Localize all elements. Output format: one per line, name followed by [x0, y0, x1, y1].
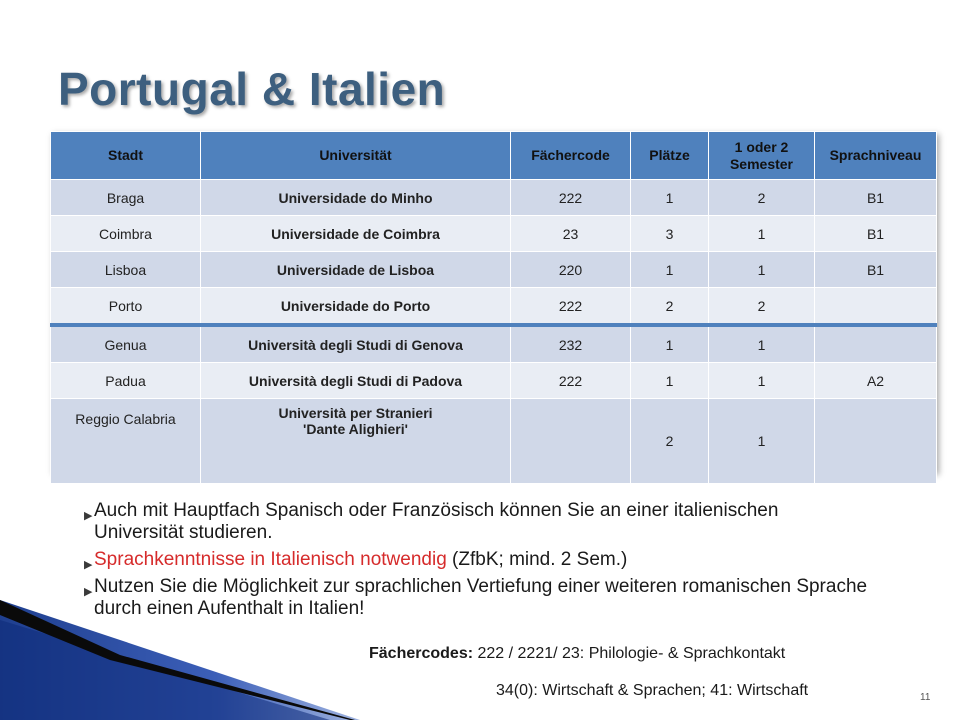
header-faechercode: Fächercode: [511, 132, 631, 180]
slide-title: Portugal & Italien: [58, 63, 446, 115]
table-row: [51, 252, 937, 288]
cell-faechercode: 222: [511, 288, 631, 326]
cell-sprachniveau: [815, 288, 937, 326]
cell-plaetze: 3: [631, 216, 709, 252]
cell-semester: 2: [709, 180, 815, 216]
bullet-item: [84, 549, 868, 571]
cell-stadt: Padua: [51, 363, 201, 399]
cell-semester: 1: [709, 399, 815, 484]
university-table-container: [50, 131, 936, 472]
bullet-item: [84, 576, 868, 620]
cell-sprachniveau: B1: [815, 180, 937, 216]
faechercodes-line-2: 34(0): Wirtschaft & Sprachen; 41: Wirtschaft: [496, 682, 809, 699]
cell-universitaet: [201, 399, 511, 484]
faechercodes-line-1: [369, 645, 785, 663]
cell-universitaet: Università degli Studi di Genova: [201, 325, 511, 363]
cell-sprachniveau: [815, 399, 937, 484]
cell-stadt: Braga: [51, 180, 201, 216]
header-plaetze: Plätze: [631, 132, 709, 180]
arrow-bullet-icon: ▶: [84, 510, 93, 522]
cell-universitaet: Universidade do Porto: [201, 288, 511, 326]
cell-semester: 1: [709, 216, 815, 252]
cell-stadt: Reggio Calabria: [51, 399, 201, 484]
cell-faechercode: 222: [511, 180, 631, 216]
cell-semester: 1: [709, 252, 815, 288]
header-semester: 1 oder 2 Semester: [709, 132, 815, 180]
cell-semester: 2: [709, 288, 815, 326]
uni-name-line1: Università per Stranieri: [278, 405, 433, 421]
bullet-text: Nutzen Sie die Möglichkeit zur sprachlichen Vertiefung einer weiteren romanischen Sprache durch einen Aufenthalt in Italien!: [94, 576, 868, 619]
table-row: [51, 363, 937, 399]
cell-stadt: Porto: [51, 288, 201, 326]
arrow-bullet-icon: ▶: [84, 586, 93, 598]
cell-plaetze: 1: [631, 363, 709, 399]
uni-name-line2: 'Dante Alighieri': [303, 421, 408, 437]
university-table: [50, 131, 937, 484]
bullet-text-rest: (ZfbK; mind. 2 Sem.): [446, 549, 628, 570]
table-row: [51, 325, 937, 363]
cell-sprachniveau: B1: [815, 216, 937, 252]
cell-plaetze: 1: [631, 252, 709, 288]
cell-stadt: Lisboa: [51, 252, 201, 288]
bullet-text: Auch mit Hauptfach Spanisch oder Französisch können Sie an einer italienischen Universität studieren.: [94, 500, 779, 543]
cell-plaetze: 2: [631, 288, 709, 326]
cell-universitaet: Università degli Studi di Padova: [201, 363, 511, 399]
cell-stadt: Genua: [51, 325, 201, 363]
cell-plaetze: 1: [631, 325, 709, 363]
page-number: 11: [920, 692, 931, 703]
cell-plaetze: 2: [631, 399, 709, 484]
table-row: [51, 180, 937, 216]
faechercodes-label: Fächercodes:: [369, 645, 474, 662]
cell-sprachniveau: [815, 325, 937, 363]
arrow-bullet-icon: ▶: [84, 559, 93, 571]
cell-semester: 1: [709, 325, 815, 363]
cell-universitaet: Universidade de Coimbra: [201, 216, 511, 252]
header-universitaet: Universität: [201, 132, 511, 180]
faechercodes-text-1: 222 / 2221/ 23: Philologie- & Sprachkontakt: [473, 645, 786, 662]
cell-plaetze: 1: [631, 180, 709, 216]
cell-sprachniveau: A2: [815, 363, 937, 399]
header-stadt: Stadt: [51, 132, 201, 180]
table-row: [51, 288, 937, 326]
header-sprachniveau: Sprachniveau: [815, 132, 937, 180]
bullet-list: [84, 500, 868, 625]
cell-faechercode: [511, 399, 631, 484]
cell-faechercode: 220: [511, 252, 631, 288]
cell-faechercode: 232: [511, 325, 631, 363]
cell-stadt: Coimbra: [51, 216, 201, 252]
highlight-text: Sprachkenntnisse in Italienisch notwendig: [94, 549, 447, 570]
cell-faechercode: 222: [511, 363, 631, 399]
table-header-row: [51, 132, 937, 180]
cell-faechercode: 23: [511, 216, 631, 252]
table-row: [51, 216, 937, 252]
cell-sprachniveau: B1: [815, 252, 937, 288]
cell-semester: 1: [709, 363, 815, 399]
cell-universitaet: Universidade de Lisboa: [201, 252, 511, 288]
bullet-item: [84, 500, 868, 544]
table-row: [51, 399, 937, 484]
bullet-text: [88, 549, 868, 571]
cell-universitaet: Universidade do Minho: [201, 180, 511, 216]
